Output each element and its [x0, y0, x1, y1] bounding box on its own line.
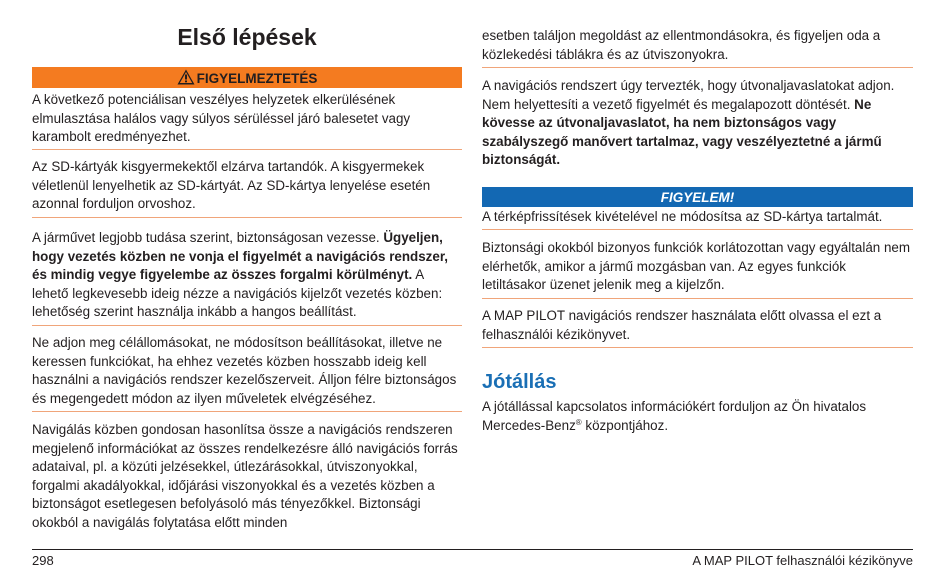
- drive-text-b: A lehető legkevesebb ideig nézze a navigációs kijelzőt vezetés közben: lehetőség szerint használja inkább a hangos beállítást.: [32, 267, 443, 320]
- drive-safely-paragraph: [32, 229, 462, 326]
- manual-title: A MAP PILOT felhasználói kézikönyve: [692, 553, 913, 568]
- settings-text: Ne adjon meg célállomásokat, ne módosítson beállításokat, illetve ne keressen funkciókat, ha ehhez vezetés közben hosszabb ideig kell használni a navigációs rendszer kezelőszerveit. Álljon félre biztonságos és megengedett módon az ilyen műveletek elvégzéséhez.: [32, 335, 457, 406]
- warranty-text: [482, 398, 913, 435]
- warranty-text-b: központjához.: [581, 417, 669, 433]
- route-text-bold: Ne kövesse az útvonaljavaslatot, ha nem biztonságos vagy szabályszegő manővert tartalmaz, vagy veszélyeztetné a jármű biztonságát.: [482, 96, 882, 168]
- page-number: 298: [32, 553, 54, 568]
- sd-card-paragraph: [32, 158, 462, 218]
- drive-text-bold: Ügyeljen, hogy vezetés közben ne vonja el figyelmét a navigációs rendszer, és mindig vegye figyelembe az összes forgalmi körülményt.: [32, 230, 449, 283]
- safety-text: Biztonsági okokból bizonyos funkciók korlátozottan vagy egyáltalán nem elérhetők, amikor a jármű mozgásban van. Az egyes funkciók letiltásakor üzenet jelenik meg a kijelzőn.: [482, 240, 911, 293]
- warning-label: FIGYELMEZTETÉS: [196, 71, 318, 86]
- warranty-paragraph: [482, 398, 913, 435]
- page-title: Első lépések: [177, 24, 317, 50]
- read-manual-text: A MAP PILOT navigációs rendszer használata előtt olvassa el ezt a felhasználói kézikönyvet.: [482, 308, 882, 342]
- compare-paragraph: [32, 421, 462, 533]
- warning-triangle-icon: [177, 69, 195, 85]
- drive-text-a: A járművet legjobb tudása szerint, biztonságosan vezesse.: [32, 230, 384, 245]
- map-update-text: A térképfrissítések kivételével ne módosítsa az SD-kártya tartalmát.: [482, 209, 883, 224]
- sd-card-text: Az SD-kártyák kisgyermekektől elzárva tartandók. A kisgyermekek véletlenül lenyelhetik az SD-kártyát. Az SD-kártya lenyelése esetén azonnal forduljon orvoshoz.: [32, 159, 431, 212]
- warranty-heading: Jótállás: [482, 371, 557, 393]
- safety-paragraph: [482, 239, 913, 299]
- warning-intro-text: A következő potenciálisan veszélyes helyzetek elkerülésének elmulasztása halálos vagy súlyos sérüléssel járó balesetet vagy karambolt eredményezhet.: [32, 92, 411, 145]
- route-paragraph: [482, 77, 913, 170]
- registered-mark: ®: [575, 417, 582, 427]
- map-update-paragraph: [482, 208, 913, 230]
- warning-banner: [32, 67, 462, 88]
- warranty-text-a: A jótállással kapcsolatos információkért forduljon az Ön hivatalos Mercedes-Benz: [482, 399, 867, 433]
- warning-intro: [32, 91, 462, 150]
- read-manual-paragraph: [482, 307, 913, 348]
- route-text: [482, 77, 913, 170]
- caution-banner: FIGYELEM!: [482, 187, 913, 207]
- drive-safely-text: [32, 229, 462, 322]
- compare-text: Navigálás közben gondosan hasonlítsa össze a navigációs rendszeren megjelenő információkat az összes rendelkezésre álló navigációs forrás adataival, pl. a közúti jelzésekkel, útlezárásokkal, útviszonyokkal, forgalmi akadályokkal, időjárási viszonyokkal és a vezetés közben a biztonságot esetlegesen befolyásoló más tényezőkkel. Biztonsági okokból a navigálás folytatása előtt minden: [32, 422, 458, 530]
- continued-text: esetben találjon megoldást az ellentmondásokra, és figyeljen oda a közlekedési táblákra és az útviszonyokra.: [482, 28, 881, 62]
- settings-paragraph: [32, 334, 462, 412]
- continued-paragraph: [482, 27, 913, 68]
- footer-divider: [32, 549, 913, 550]
- route-text-a: A navigációs rendszert úgy tervezték, hogy útvonaljavaslatokat adjon. Nem helyettesíti a vezető figyelmét és megalapozott döntését.: [482, 78, 895, 112]
